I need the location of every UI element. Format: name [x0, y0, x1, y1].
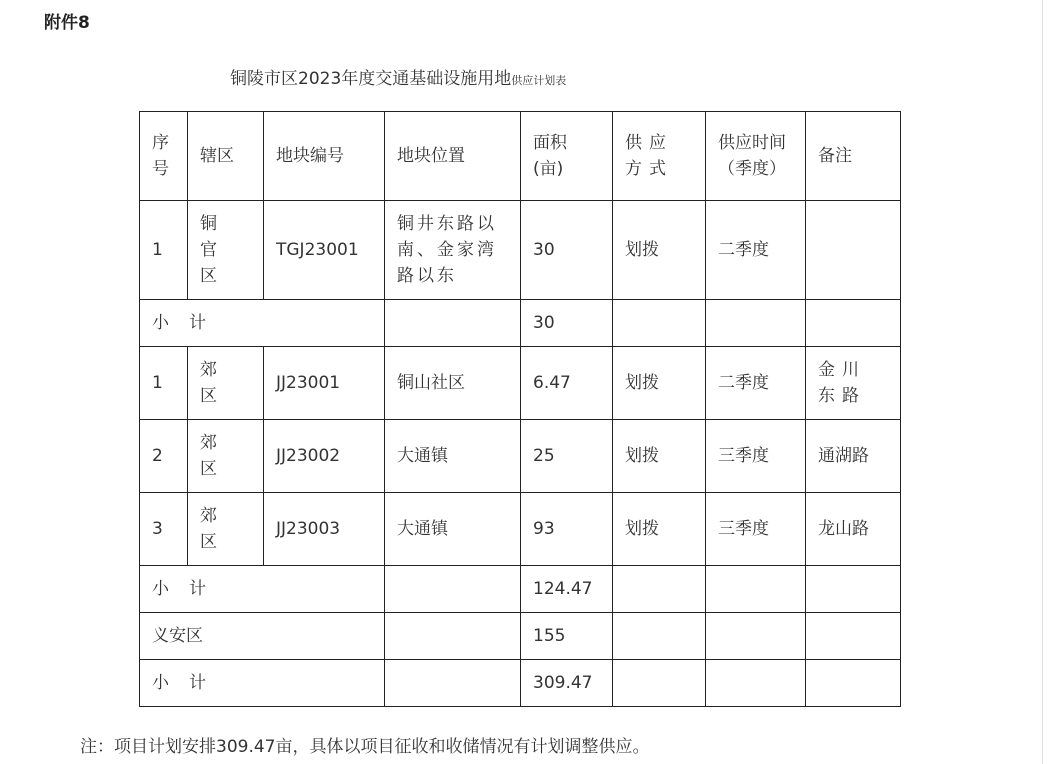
cell-location: 铜井东路以南、金家湾路以东	[385, 201, 521, 300]
district-row-yian	[140, 613, 901, 660]
cell-plot-no: JJ23002	[264, 420, 385, 493]
cell-method: 划拨	[613, 347, 706, 420]
empty-cell	[613, 300, 706, 347]
cell-seq: 1	[140, 347, 188, 420]
cell-time: 三季度	[706, 493, 806, 566]
cell-time: 二季度	[706, 201, 806, 300]
subtotal-area: 124.47	[521, 566, 613, 613]
table-row	[140, 420, 901, 493]
empty-cell	[385, 613, 521, 660]
empty-cell	[706, 566, 806, 613]
empty-cell	[806, 660, 901, 707]
cell-district: 铜官区	[188, 201, 264, 300]
cell-plot-no: JJ23001	[264, 347, 385, 420]
yian-area: 155	[521, 613, 613, 660]
header-supply-method: 供应方式	[613, 112, 706, 201]
header-seq: 序 号	[140, 112, 188, 201]
cell-area: 30	[521, 201, 613, 300]
footnote: 注：项目计划安排309.47亩，具体以项目征收和收储情况有计划调整供应。	[80, 737, 650, 757]
empty-cell	[385, 566, 521, 613]
empty-cell	[385, 660, 521, 707]
cell-location: 大通镇	[385, 493, 521, 566]
header-plot-no: 地块编号	[264, 112, 385, 201]
empty-cell	[613, 566, 706, 613]
header-district: 辖区	[188, 112, 264, 201]
subtotal-area: 30	[521, 300, 613, 347]
subtotal-row	[140, 300, 901, 347]
subtotal-row	[140, 566, 901, 613]
empty-cell	[806, 613, 901, 660]
total-row	[140, 660, 901, 707]
cell-area: 6.47	[521, 347, 613, 420]
cell-plot-no: TGJ23001	[264, 201, 385, 300]
empty-cell	[385, 300, 521, 347]
table-row	[140, 493, 901, 566]
table-row	[140, 201, 901, 300]
yian-label: 义安区	[140, 613, 385, 660]
cell-time: 二季度	[706, 347, 806, 420]
total-area: 309.47	[521, 660, 613, 707]
header-area: 面积 (亩)	[521, 112, 613, 201]
cell-area: 93	[521, 493, 613, 566]
title-main: 铜陵市区2023年度交通基础设施用地	[230, 69, 512, 89]
cell-method: 划拨	[613, 493, 706, 566]
empty-cell	[613, 613, 706, 660]
cell-area: 25	[521, 420, 613, 493]
cell-district: 郊区	[188, 420, 264, 493]
header-location: 地块位置	[385, 112, 521, 201]
empty-cell	[613, 660, 706, 707]
empty-cell	[706, 660, 806, 707]
cell-remark: 龙山路	[806, 493, 901, 566]
cell-seq: 2	[140, 420, 188, 493]
subtotal-label: 小计	[140, 566, 385, 613]
cell-time: 三季度	[706, 420, 806, 493]
cell-seq: 1	[140, 201, 188, 300]
cell-seq: 3	[140, 493, 188, 566]
table-header-row	[140, 112, 901, 201]
cell-location: 大通镇	[385, 420, 521, 493]
cell-remark: 金川东路	[806, 347, 901, 420]
supply-plan-table	[139, 111, 901, 707]
total-label: 小计	[140, 660, 385, 707]
header-supply-time: 供应时间 （季度）	[706, 112, 806, 201]
cell-district: 郊区	[188, 347, 264, 420]
cell-plot-no: JJ23003	[264, 493, 385, 566]
empty-cell	[706, 300, 806, 347]
document-title	[230, 64, 566, 89]
empty-cell	[806, 300, 901, 347]
cell-method: 划拨	[613, 201, 706, 300]
table-row	[140, 347, 901, 420]
cell-remark: 通湖路	[806, 420, 901, 493]
cell-remark	[806, 201, 901, 300]
cell-location: 铜山社区	[385, 347, 521, 420]
empty-cell	[806, 566, 901, 613]
cell-method: 划拨	[613, 420, 706, 493]
empty-cell	[706, 613, 806, 660]
page-edge-line	[1042, 0, 1043, 764]
title-suffix: 供应计划表	[511, 74, 567, 87]
attachment-label: 附件8	[44, 13, 90, 33]
header-remarks: 备注	[806, 112, 901, 201]
subtotal-label: 小计	[140, 300, 385, 347]
cell-district: 郊区	[188, 493, 264, 566]
